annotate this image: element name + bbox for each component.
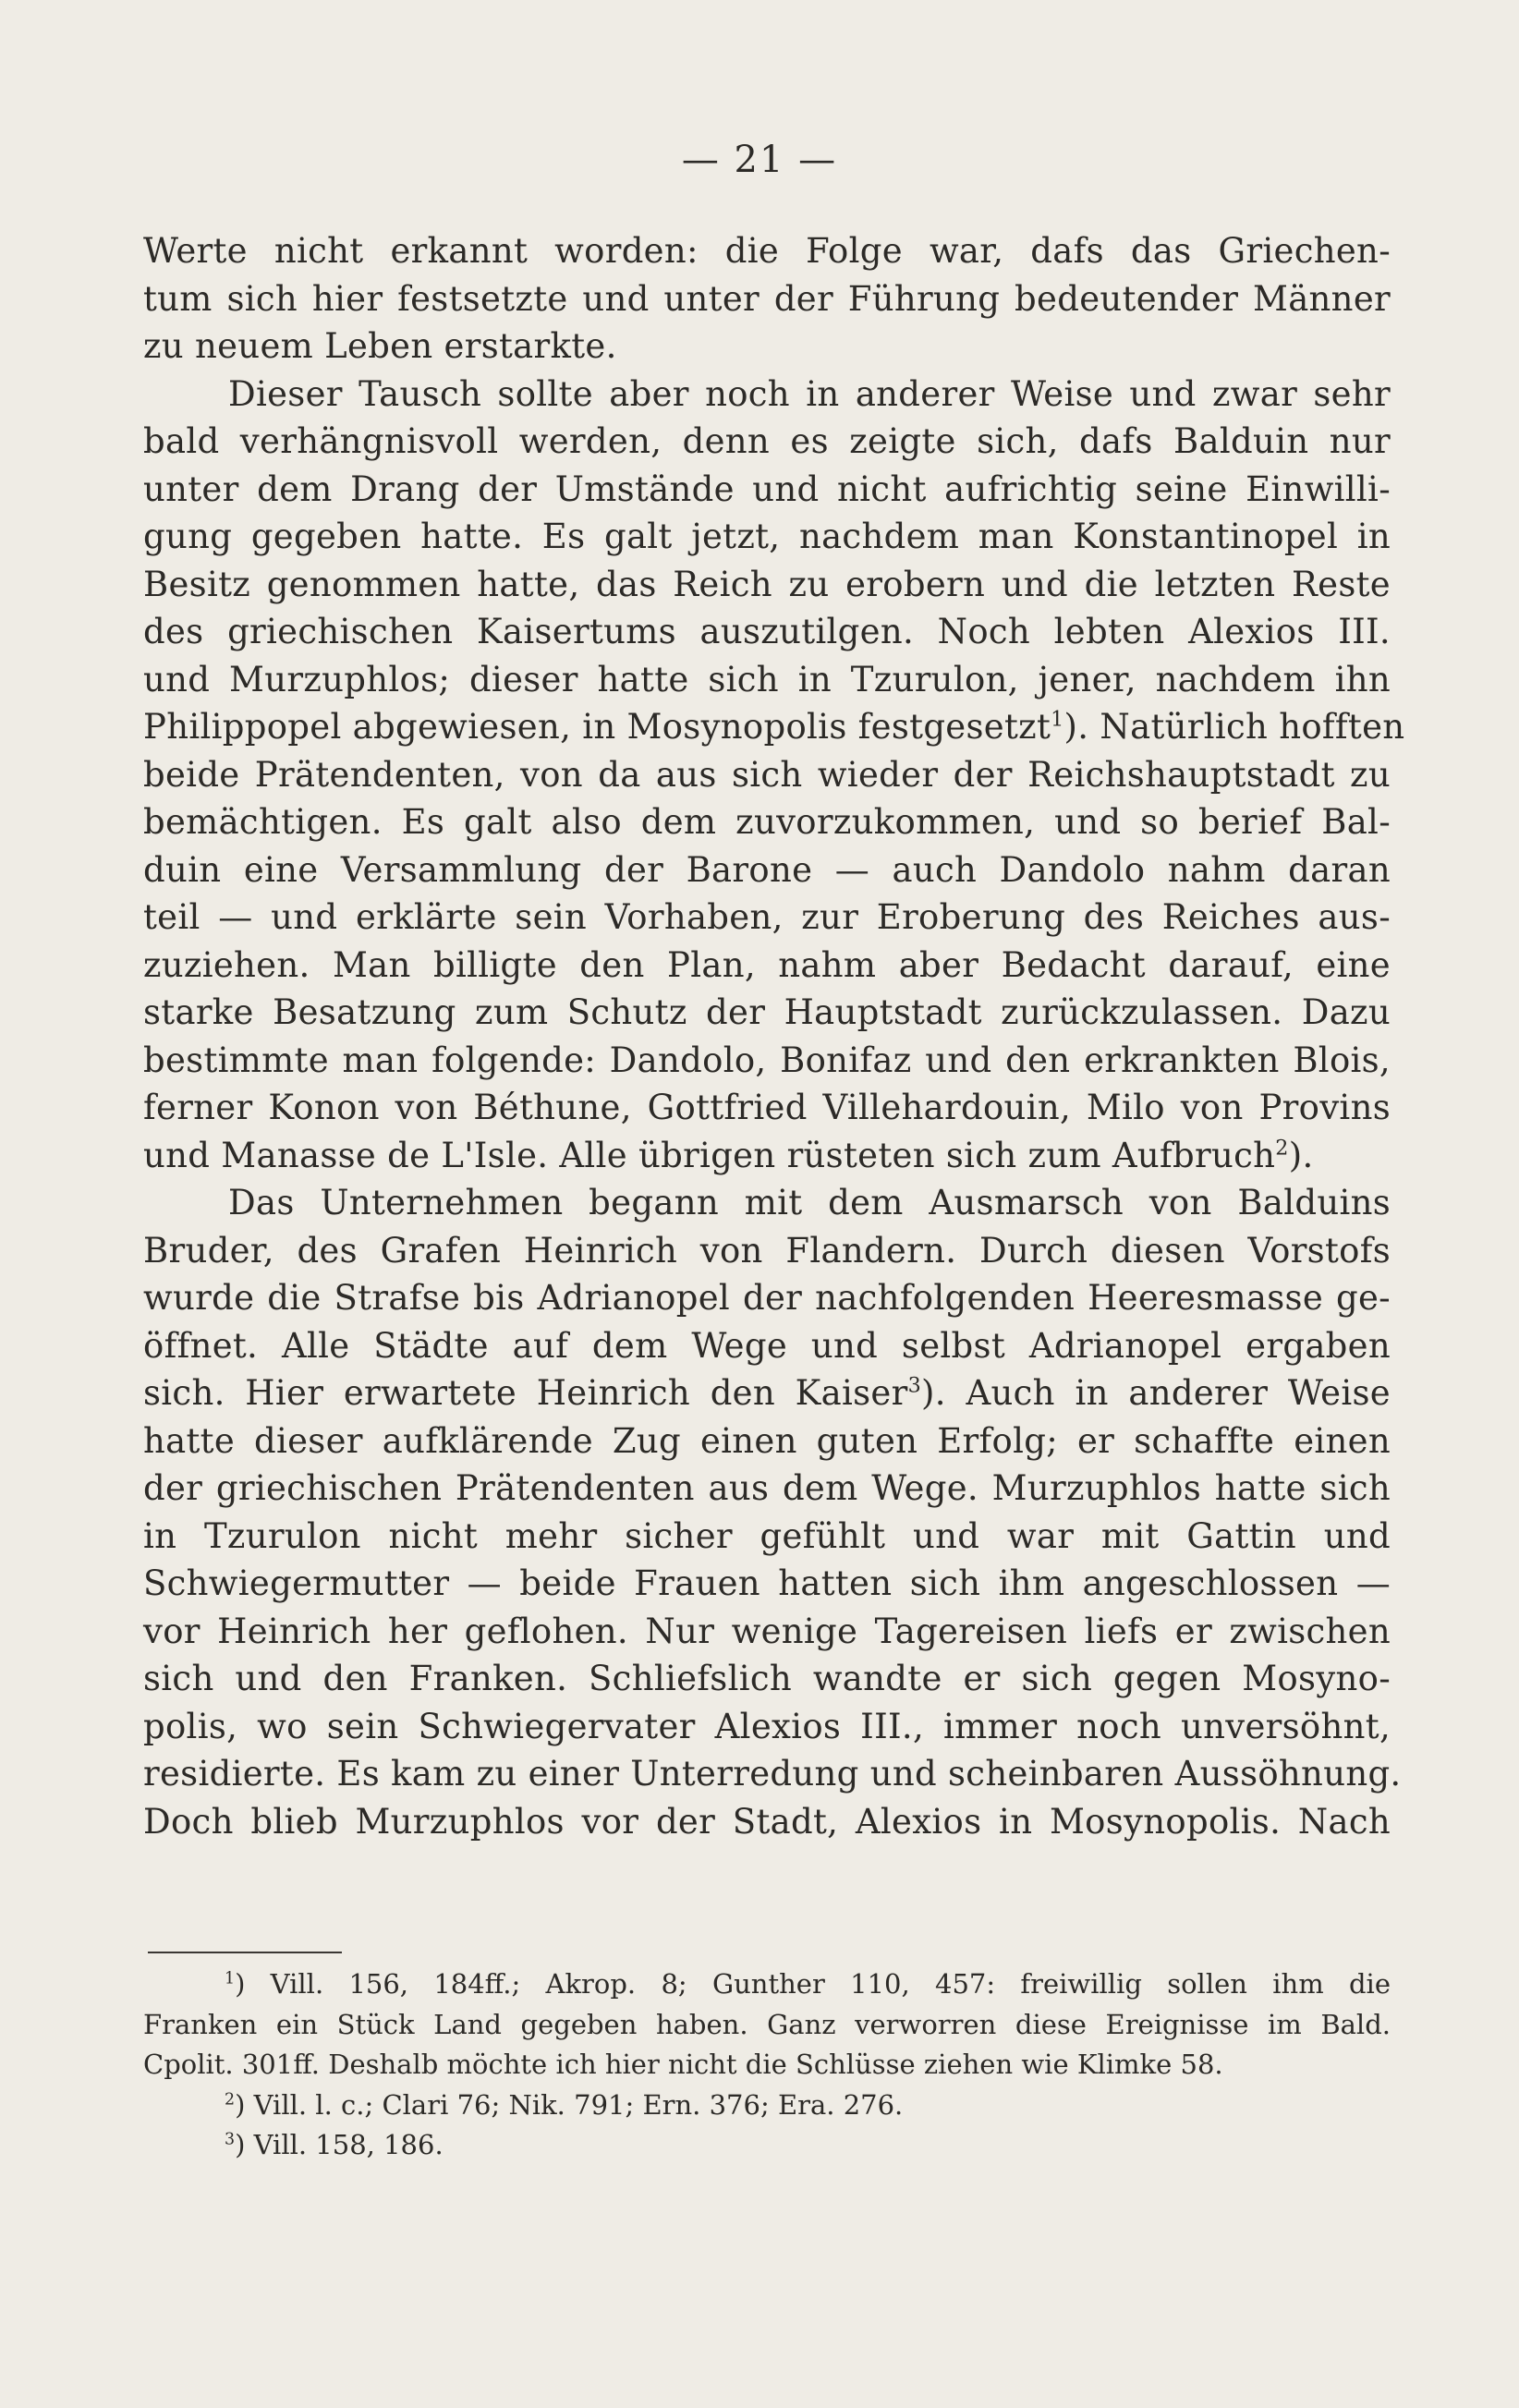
text-line: wurde die Strafse bis Adrianopel der nachfolgenden Heeresmasse ge-	[143, 1278, 1391, 1318]
text-line: Dieser Tausch sollte aber noch in anderer Weise und zwar sehr	[228, 373, 1391, 414]
footnote-ref: 3	[907, 1373, 922, 1398]
footnote-line: Cpolit. 301ff. Deshalb möchte ich hier nicht die Schlüsse ziehen wie Klimke 58.	[143, 2049, 1223, 2080]
text-line: bald verhängnisvoll werden, denn es zeigte sich, dafs Balduin nur	[143, 421, 1391, 461]
text-segment: ). Auch in anderer Weise	[921, 1373, 1391, 1413]
text-line: Das Unternehmen begann mit dem Ausmarsch von Balduins	[228, 1183, 1391, 1222]
text-line: Werte nicht erkannt worden: die Folge war, dafs das Griechen-	[143, 231, 1391, 271]
text-line: Bruder, des Grafen Heinrich von Flandern. Durch diesen Vorstofs	[143, 1230, 1391, 1271]
text-line: in Tzurulon nicht mehr sicher gefühlt und war mit Gattin und	[143, 1515, 1391, 1556]
footnote-line	[143, 1964, 1391, 2005]
text-line: Doch blieb Murzuphlos vor der Stadt, Alexios in Mosynopolis. Nach	[143, 1801, 1391, 1842]
footnote-divider	[148, 1952, 342, 1953]
text-line	[143, 703, 1405, 751]
text-line: bemächtigen. Es galt also dem zuvorzukommen, und so berief Bal-	[143, 802, 1391, 842]
text-line: polis, wo sein Schwiegervater Alexios III., immer noch unversöhnt,	[143, 1706, 1391, 1746]
text-line: tum sich hier festsetzte und unter der Führung bedeutender Männer	[143, 278, 1391, 319]
footnote-marker: 2	[225, 2089, 236, 2109]
text-line	[143, 1369, 1391, 1417]
text-line: unter dem Drang der Umstände und nicht aufrichtig seine Einwilli-	[143, 468, 1391, 509]
text-line: vor Heinrich her geflohen. Nur wenige Tagereisen liefs er zwischen	[143, 1611, 1391, 1651]
text-line: teil — und erklärte sein Vorhaben, zur Eroberung des Reiches aus-	[143, 897, 1391, 937]
footnote-text: ) Vill. 156, 184ff.; Akrop. 8; Gunther 110, 457: freiwillig sollen ihm die	[235, 1968, 1391, 2000]
text-line: öffnet. Alle Städte auf dem Wege und selbst Adrianopel ergaben	[143, 1325, 1391, 1366]
body-text	[143, 227, 1405, 1845]
footnote-line: Franken ein Stück Land gegeben haben. Ganz verworren diese Ereignisse im Bald.	[143, 2008, 1391, 2040]
footnote-marker: 1	[225, 1969, 236, 1988]
text-line: residierte. Es kam zu einer Unterredung und scheinbaren Aussöhnung.	[143, 1754, 1402, 1794]
footnote-ref-paren: )	[1063, 707, 1078, 747]
text-segment: und Manasse de L'Isle. Alle übrigen rüsteten sich zum Aufbruch	[143, 1135, 1276, 1175]
text-line: duin eine Versammlung der Barone — auch Dandolo nahm daran	[143, 849, 1391, 890]
text-line: des griechischen Kaisertums auszutilgen. Noch lebten Alexios III.	[143, 612, 1391, 651]
text-line: starke Besatzung zum Schutz der Hauptstadt zurückzulassen. Dazu	[143, 992, 1391, 1032]
text-line: hatte dieser aufklärende Zug einen guten Erfolg; er schaffte einen	[143, 1420, 1391, 1461]
text-line	[143, 1132, 1391, 1180]
text-line: zu neuem Leben erstarkte.	[143, 326, 617, 366]
text-segment: sich. Hier erwartete Heinrich den Kaiser	[143, 1373, 908, 1413]
text-line: zuziehen. Man billigte den Plan, nahm aber Bedacht darauf, eine	[143, 944, 1391, 985]
footnotes	[143, 1964, 1391, 2166]
footnote-line	[143, 2125, 1391, 2166]
text-line: gung gegeben hatte. Es galt jetzt, nachdem man Konstantinopel in	[143, 517, 1391, 556]
footnote-text: ) Vill. l. c.; Clari 76; Nik. 791; Ern. 376; Era. 276.	[235, 2088, 904, 2121]
text-line: der griechischen Prätendenten aus dem Wege. Murzuphlos hatte sich	[143, 1468, 1391, 1508]
text-line: ferner Konon von Béthune, Gottfried Villehardouin, Milo von Provins	[143, 1088, 1391, 1127]
text-line: sich und den Franken. Schliefslich wandte er sich gegen Mosyno-	[143, 1659, 1391, 1698]
footnote-marker: 3	[225, 2130, 236, 2149]
text-line: Schwiegermutter — beide Frauen hatten sich ihm angeschlossen —	[143, 1563, 1391, 1603]
footnote-ref: 1	[1051, 707, 1064, 732]
text-segment: . Natürlich hofften	[1077, 707, 1405, 747]
text-segment: Philippopel abgewiesen, in Mosynopolis festgesetzt	[143, 707, 1051, 747]
text-segment: ).	[1288, 1135, 1314, 1175]
text-line: bestimmte man folgende: Dandolo, Bonifaz und den erkrankten Blois,	[143, 1040, 1391, 1080]
page-number: — 21 —	[681, 139, 838, 181]
footnote-text: ) Vill. 158, 186.	[235, 2129, 444, 2160]
text-line: Besitz genommen hatte, das Reich zu erobern und die letzten Reste	[143, 564, 1391, 604]
footnote-line	[143, 2086, 1391, 2126]
footnote-ref: 2	[1275, 1136, 1289, 1161]
text-line: beide Prätendenten, von da aus sich wieder der Reichshauptstadt zu	[143, 754, 1391, 795]
text-line: und Murzuphlos; dieser hatte sich in Tzurulon, jener, nachdem ihn	[143, 659, 1391, 699]
